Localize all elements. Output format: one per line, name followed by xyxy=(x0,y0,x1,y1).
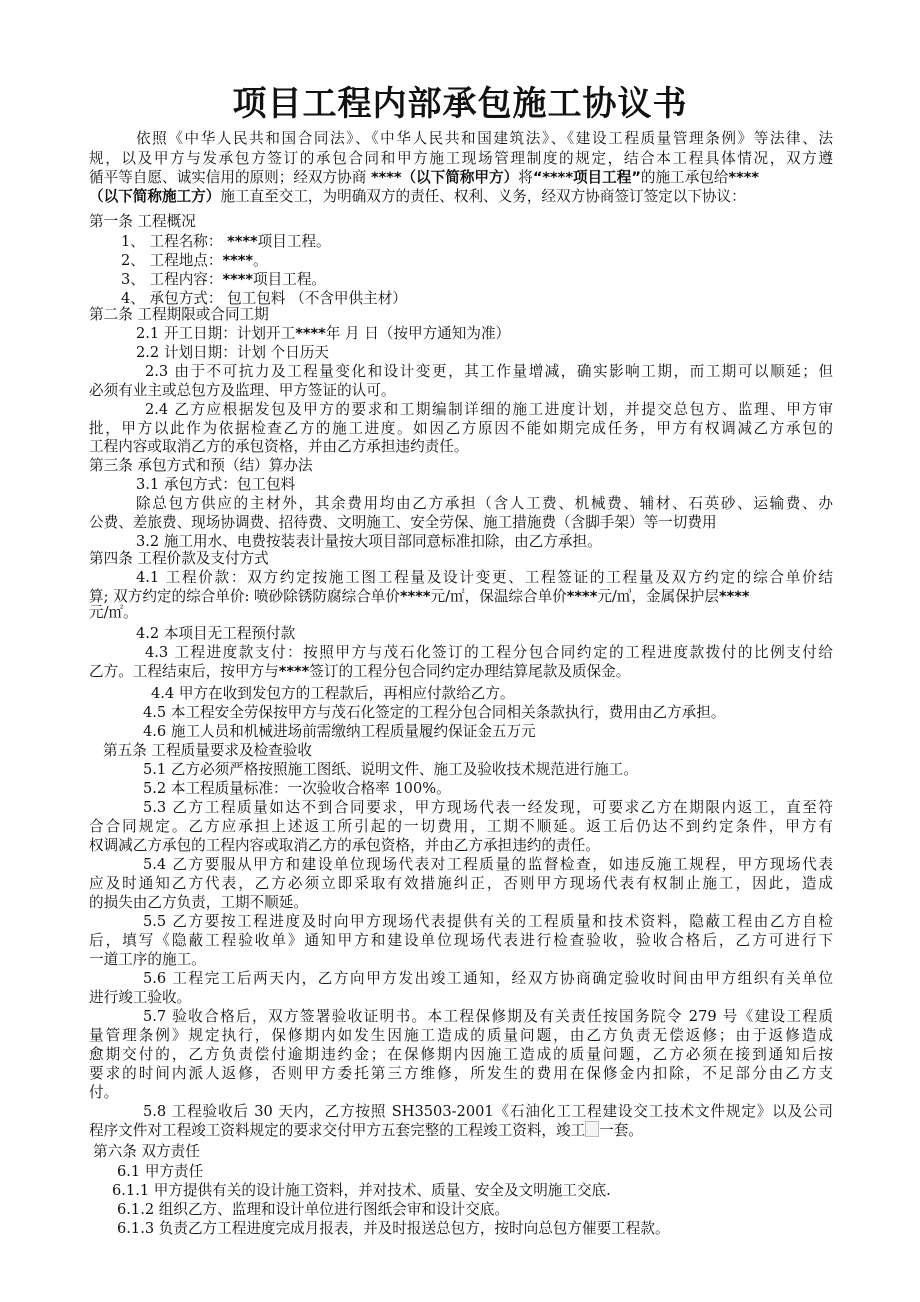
article-2-heading: 第二条 工程期限或合同工期 xyxy=(89,306,269,323)
intro-line-1: 依照《中华人民共和国合同法》、《中华人民共和国建筑法》、《建设工程质量管理条例》等法律、法 xyxy=(136,130,833,147)
intro-line-4: （以下简称施工方）施工直至交工，为明确双方的责任、权利、义务，经双方协商签订签定以下协议： xyxy=(89,188,746,205)
article-1-item-4: 4、 承包方式： 包工包料 （不含甲供主材） xyxy=(121,290,407,307)
clause-5-5-line-2: 后，填写《隐蔽工程验收单》通知甲方和建设单位现场代表进行检查验收，验收合格后，乙方可进行下 xyxy=(89,932,833,949)
clause-5-3-line-1: 5.3 乙方工程质量如达不到合同要求，甲方现场代表一经发现，可要求乙方在期限内返工，直至符 xyxy=(143,799,833,816)
clause-3-1-line-3: 公费、差旅费、现场协调费、招待费、文明施工、安全劳保、施工措施费（含脚手架）等一切费用 xyxy=(89,514,717,531)
clause-5-8-line-1: 5.8 工程验收后 30 天内，乙方按照 SH3503-2001《石油化工工程建设交工技术文件规定》以及公司 xyxy=(143,1103,833,1120)
clause-5-6-line-1: 5.6 工程完工后两天内，乙方向甲方发出竣工通知，经双方协商确定验收时间由甲方组织有关单位 xyxy=(143,970,833,987)
clause-4-1-line-2: 算; 双方约定的综合单价: 喷砂除锈防腐综合单价****元/㎡，保温综合单价****元/㎥，金属保护层**** xyxy=(89,588,750,605)
article-1-heading: 第一条 工程概况 xyxy=(89,213,196,230)
article-4-heading: 第四条 工程价款及支付方式 xyxy=(89,550,269,567)
clause-6-1-3: 6.1.3 负责乙方工程进度完成月报表，并及时报送总包方，按时向总包方催要工程款。 xyxy=(117,1220,670,1237)
clause-4-6: 4.6 施工人员和机械进场前需缴纳工程质量履约保证金五万元 xyxy=(143,723,536,740)
clause-4-3-line-1: 4.3 工程进度款支付：按照甲方与茂石化签订的工程分包合同约定的工程进度款拨付的比例支付给 xyxy=(145,644,833,661)
clause-2-1: 2.1 开工日期：计划开工****年 月 日（按甲方通知为准） xyxy=(136,325,511,342)
clause-5-4-line-2: 应及时通知乙方代表，乙方必须立即采取有效措施纠正，否则甲方现场代表有权制止施工，因此，造成 xyxy=(89,875,833,892)
clause-5-7-line-2: 量管理条例》规定执行，保修期内如发生因施工造成的质量问题，由乙方负责无偿返修；由于返修造成 xyxy=(89,1027,833,1044)
article-3-heading: 第三条 承包方式和预（结）算办法 xyxy=(89,457,313,474)
intro-line-3: 循平等自愿、诚实信用的原则；经双方协商 ****（以下简称甲方）将“****项目工程”的施工承包给**** xyxy=(89,169,760,186)
clause-6-1-2: 6.1.2 组织乙方、监理和设计单位进行图纸会审和设计交底。 xyxy=(117,1201,510,1218)
watermark-obscured-glyph xyxy=(585,1121,599,1137)
clause-4-1-line-3: 元/㎡。 xyxy=(89,604,138,621)
article-1-item-2: 2、 工程地点：****。 xyxy=(121,252,268,269)
clause-3-1: 3.1 承包方式：包工包料 xyxy=(136,476,296,493)
clause-2-3-line-2: 必须有业主或总包方及监理、甲方签证的认可。 xyxy=(89,382,396,399)
clause-5-3-line-2: 合合同规定。乙方应承担上述返工所引起的一切费用，工期不顺延。返工后仍达不到约定条件，甲方有 xyxy=(89,818,833,835)
clause-6-1-1: 6.1.1 甲方提供有关的设计施工资料，并对技术、质量、安全及文明施工交底. xyxy=(112,1182,611,1199)
clause-2-2: 2.2 计划日期：计划 个日历天 xyxy=(136,344,330,361)
clause-6-1: 6.1 甲方责任 xyxy=(117,1163,204,1180)
clause-4-2: 4.2 本项目无工程预付款 xyxy=(136,625,296,642)
article-1-item-1: 1、 工程名称： ****项目工程。 xyxy=(121,233,331,250)
clause-5-1: 5.1 乙方必须严格按照施工图纸、说明文件、施工及验收技术规范进行施工。 xyxy=(143,761,638,778)
clause-4-3-line-2: 乙方。工程结束后，按甲方与****签订的工程分包合同约定办理结算尾款及质保金。 xyxy=(89,663,631,680)
clause-2-4-line-2: 批，甲方以此作为依据检查乙方的施工进度。如因乙方原因不能如期完成任务，甲方有权调减乙方承包的 xyxy=(89,420,833,437)
clause-4-4: 4.4 甲方在收到发包方的工程款后，再相应付款给乙方。 xyxy=(151,685,515,702)
clause-5-3-line-3: 权调减乙方承包的工程内容或取消乙方的承包资格，并由乙方承担违约的责任。 xyxy=(89,837,600,854)
clause-5-2: 5.2 本工程质量标准：一次验收合格率 100%。 xyxy=(143,780,451,797)
clause-5-4-line-3: 的损失由乙方负责，工期不顺延。 xyxy=(89,894,308,911)
clause-2-4-line-1: 2.4 乙方应根据发包及甲方的要求和工期编制详细的施工进度计划，并提交总包方、监理、甲方审 xyxy=(145,401,833,418)
document-title: 项目工程内部承包施工协议书 xyxy=(232,84,688,124)
clause-2-4-line-3: 工程内容或取消乙方的承包资格，并由乙方承担违约责任。 xyxy=(89,438,469,455)
clause-3-1-line-2: 除总包方供应的主材外，其余费用均由乙方承担（含人工费、机械费、辅材、石英砂、运输费、办 xyxy=(136,495,833,512)
clause-4-5: 4.5 本工程安全劳保按甲方与茂石化签定的工程分包合同相关条款执行，费用由乙方承担。 xyxy=(143,704,726,721)
clause-5-7-line-3: 愈期交付的，乙方负责偿付逾期违约金；在保修期内因施工造成的质量问题，乙方必须在接到通知后按 xyxy=(89,1046,833,1063)
intro-line-2: 规，以及甲方与发承包方签订的承包合同和甲方施工现场管理制度的规定，结合本工程具体情况，双方遵 xyxy=(89,150,833,167)
article-6-heading: 第六条 双方责任 xyxy=(93,1143,200,1160)
clause-5-7-line-4: 要求的时间内派人返修，否则甲方委托第三方维修，所发生的费用在保修金内扣除，不足部分由乙方支 xyxy=(89,1065,833,1082)
clause-5-6-line-2: 进行竣工验收。 xyxy=(89,989,192,1006)
clause-5-7-line-1: 5.7 验收合格后，双方签署验收证明书。本工程保修期及有关责任按国务院令 279 号《建设工程质 xyxy=(143,1008,833,1025)
clause-5-5-line-3: 一道工序的施工。 xyxy=(89,951,206,968)
article-1-item-3: 3、 工程内容：****项目工程。 xyxy=(121,271,327,288)
clause-5-7-line-5: 付。 xyxy=(89,1084,119,1101)
clause-4-1-line-1: 4.1 工程价款：双方约定按施工图工程量及设计变更、工程签证的工程量及双方约定的综合单价结 xyxy=(136,569,833,586)
article-5-heading: 第五条 工程质量要求及检查验收 xyxy=(103,742,312,759)
clause-5-5-line-1: 5.5 乙方要按工程进度及时向甲方现场代表提供有关的工程质量和技术资料，隐蔽工程由乙方自检 xyxy=(143,913,833,930)
clause-5-4-line-1: 5.4 乙方要服从甲方和建设单位现场代表对工程质量的监督检查，如违反施工规程，甲方现场代表 xyxy=(143,856,833,873)
clause-3-2: 3.2 施工用水、电费按装表计量按大项目部同意标准扣除，由乙方承担。 xyxy=(136,533,602,550)
clause-2-3-line-1: 2.3 由于不可抗力及工程量变化和设计变更，其工作量增减，确实影响工期，而工期可以顺延；但 xyxy=(145,363,833,380)
clause-5-8-line-2: 程序文件对工程竣工资料规定的要求交付甲方五套完整的工程竣工资料，竣工 一套。 xyxy=(89,1122,643,1139)
